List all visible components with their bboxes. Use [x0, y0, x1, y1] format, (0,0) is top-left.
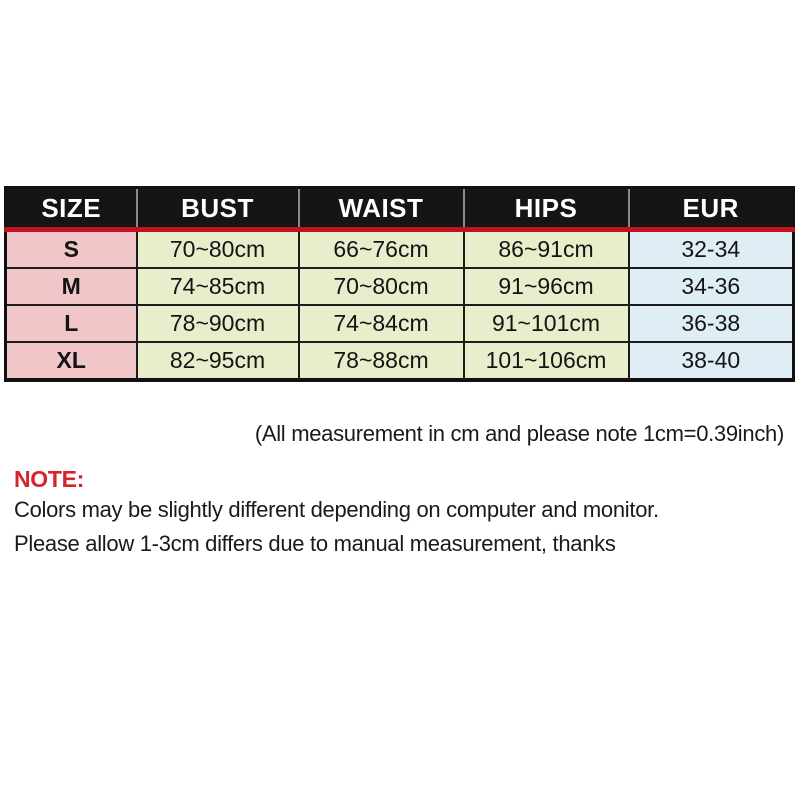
col-header-size: SIZE: [6, 188, 137, 230]
table-row-l: [6, 305, 794, 342]
cell-waist-xl: 78~88cm: [299, 342, 464, 380]
cell-bust-s: 70~80cm: [137, 230, 299, 269]
cell-size-m: M: [6, 268, 137, 305]
cell-eur-l: 36-38: [629, 305, 794, 342]
cell-hips-m: 91~96cm: [464, 268, 629, 305]
cell-size-xl: XL: [6, 342, 137, 380]
col-header-eur: EUR: [629, 188, 794, 230]
note-label: NOTE:: [14, 466, 85, 492]
cell-bust-xl: 82~95cm: [137, 342, 299, 380]
cell-hips-s: 86~91cm: [464, 230, 629, 269]
cell-size-l: L: [6, 305, 137, 342]
cell-hips-l: 91~101cm: [464, 305, 629, 342]
cell-eur-m: 34-36: [629, 268, 794, 305]
note-line-colors: Colors may be slightly different depending on computer and monitor.: [14, 497, 659, 522]
cell-bust-l: 78~90cm: [137, 305, 299, 342]
cell-size-s: S: [6, 230, 137, 269]
table-row-m: [6, 268, 794, 305]
cell-eur-s: 32-34: [629, 230, 794, 269]
table-header-row: [6, 188, 794, 230]
measurement-unit-note: (All measurement in cm and please note 1cm=0.39inch): [254, 421, 784, 446]
table-row-xl: [6, 342, 794, 380]
cell-hips-xl: 101~106cm: [464, 342, 629, 380]
cell-eur-xl: 38-40: [629, 342, 794, 380]
table-row-s: [6, 230, 794, 269]
size-chart-table: [4, 186, 795, 382]
col-header-hips: HIPS: [464, 188, 629, 230]
cell-bust-m: 74~85cm: [137, 268, 299, 305]
col-header-waist: WAIST: [299, 188, 464, 230]
cell-waist-s: 66~76cm: [299, 230, 464, 269]
cell-waist-m: 70~80cm: [299, 268, 464, 305]
note-line-measurement: Please allow 1-3cm differs due to manual measurement, thanks: [14, 531, 616, 556]
col-header-bust: BUST: [137, 188, 299, 230]
cell-waist-l: 74~84cm: [299, 305, 464, 342]
